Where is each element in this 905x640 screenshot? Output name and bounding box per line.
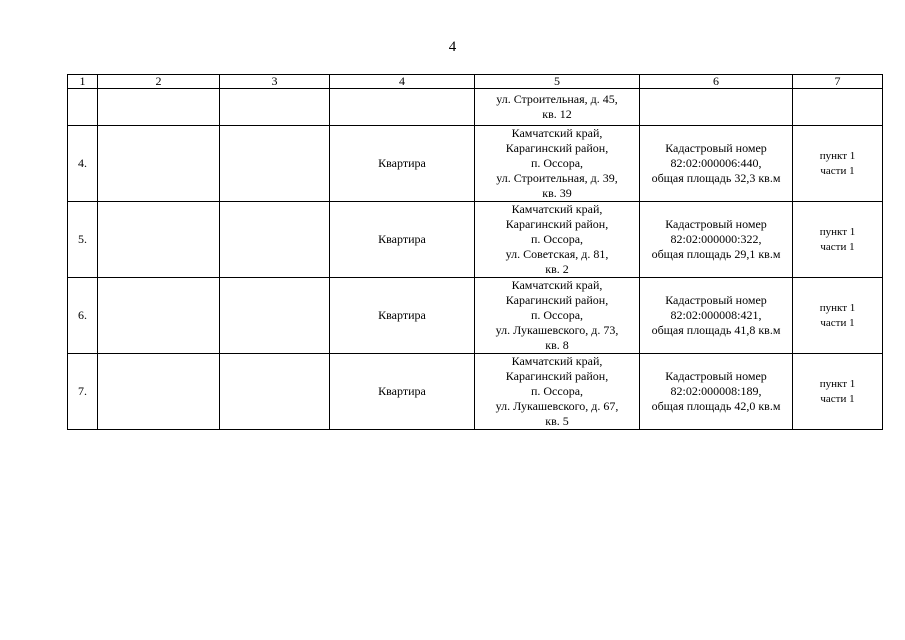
- clause-line: пункт 1: [819, 149, 856, 162]
- row-number-cell: 5.: [68, 202, 98, 278]
- property-type-cell: Квартира: [330, 278, 475, 354]
- details-line: 82:02:000006:440,: [670, 156, 762, 170]
- details-cell: [640, 278, 793, 354]
- address-cell: [475, 278, 640, 354]
- empty-cell: [98, 89, 220, 126]
- empty-cell: [330, 89, 475, 126]
- details-line: общая площадь 41,8 кв.м: [651, 323, 781, 337]
- details-line: 82:02:000008:189,: [670, 384, 762, 398]
- address-cell: [475, 89, 640, 126]
- details-line: общая площадь 29,1 кв.м: [651, 247, 781, 261]
- address-line: ул. Советская, д. 81,: [505, 247, 609, 261]
- empty-cell: [98, 126, 220, 202]
- address-line: кв. 12: [542, 107, 572, 121]
- empty-cell: [793, 89, 883, 126]
- address-line: Карагинский район,: [505, 369, 609, 383]
- header-cell: 2: [98, 75, 220, 89]
- clause-line: пункт 1: [819, 377, 856, 390]
- address-line: Камчатский край,: [511, 202, 603, 216]
- header-cell: 6: [640, 75, 793, 89]
- address-cell: [475, 202, 640, 278]
- row-number-cell: 7.: [68, 354, 98, 430]
- row-number-cell: [68, 89, 98, 126]
- address-line: п. Оссора,: [530, 232, 584, 246]
- property-table: [67, 74, 883, 430]
- address-line: Карагинский район,: [505, 217, 609, 231]
- details-line: Кадастровый номер: [665, 369, 767, 383]
- table-row: [68, 278, 883, 354]
- details-line: Кадастровый номер: [665, 141, 767, 155]
- header-cell: 1: [68, 75, 98, 89]
- address-line: кв. 2: [545, 262, 569, 276]
- empty-cell: [220, 126, 330, 202]
- address-line: ул. Лукашевского, д. 73,: [495, 323, 619, 337]
- clause-cell: [793, 278, 883, 354]
- clause-line: части 1: [820, 316, 855, 329]
- table-row: [68, 354, 883, 430]
- address-line: п. Оссора,: [530, 156, 584, 170]
- header-cell: 4: [330, 75, 475, 89]
- address-line: п. Оссора,: [530, 308, 584, 322]
- clause-cell: [793, 202, 883, 278]
- address-line: п. Оссора,: [530, 384, 584, 398]
- details-cell: [640, 126, 793, 202]
- property-type-cell: Квартира: [330, 354, 475, 430]
- empty-cell: [220, 89, 330, 126]
- clause-line: пункт 1: [819, 301, 856, 314]
- table-row: [68, 202, 883, 278]
- clause-line: части 1: [820, 164, 855, 177]
- table-row: [68, 126, 883, 202]
- page-number: 4: [448, 39, 457, 55]
- address-cell: [475, 354, 640, 430]
- details-line: 82:02:000008:421,: [670, 308, 762, 322]
- address-cell: [475, 126, 640, 202]
- clause-line: части 1: [820, 392, 855, 405]
- address-line: кв. 5: [545, 414, 569, 428]
- address-line: ул. Строительная, д. 45,: [496, 92, 618, 106]
- details-cell: [640, 202, 793, 278]
- address-line: Карагинский район,: [505, 293, 609, 307]
- address-line: Камчатский край,: [511, 126, 603, 140]
- header-cell: 5: [475, 75, 640, 89]
- empty-cell: [220, 278, 330, 354]
- empty-cell: [98, 278, 220, 354]
- address-line: ул. Лукашевского, д. 67,: [495, 399, 619, 413]
- details-line: 82:02:000000:322,: [670, 232, 762, 246]
- empty-cell: [98, 354, 220, 430]
- empty-cell: [640, 89, 793, 126]
- empty-cell: [220, 354, 330, 430]
- header-row: [68, 75, 883, 89]
- row-number-cell: 6.: [68, 278, 98, 354]
- details-line: Кадастровый номер: [665, 217, 767, 231]
- clause-cell: [793, 126, 883, 202]
- address-line: ул. Строительная, д. 39,: [496, 171, 618, 185]
- continuation-row: [68, 89, 883, 126]
- property-type-cell: Квартира: [330, 126, 475, 202]
- address-line: Карагинский район,: [505, 141, 609, 155]
- header-cell: 3: [220, 75, 330, 89]
- details-line: Кадастровый номер: [665, 293, 767, 307]
- details-line: общая площадь 42,0 кв.м: [651, 399, 781, 413]
- address-line: Камчатский край,: [511, 354, 603, 368]
- details-line: общая площадь 32,3 кв.м: [651, 171, 781, 185]
- property-type-cell: Квартира: [330, 202, 475, 278]
- clause-cell: [793, 354, 883, 430]
- empty-cell: [220, 202, 330, 278]
- address-line: кв. 8: [545, 338, 569, 352]
- details-cell: [640, 354, 793, 430]
- address-line: Камчатский край,: [511, 278, 603, 292]
- clause-line: пункт 1: [819, 225, 856, 238]
- clause-line: части 1: [820, 240, 855, 253]
- header-cell: 7: [793, 75, 883, 89]
- empty-cell: [98, 202, 220, 278]
- address-line: кв. 39: [542, 186, 572, 200]
- row-number-cell: 4.: [68, 126, 98, 202]
